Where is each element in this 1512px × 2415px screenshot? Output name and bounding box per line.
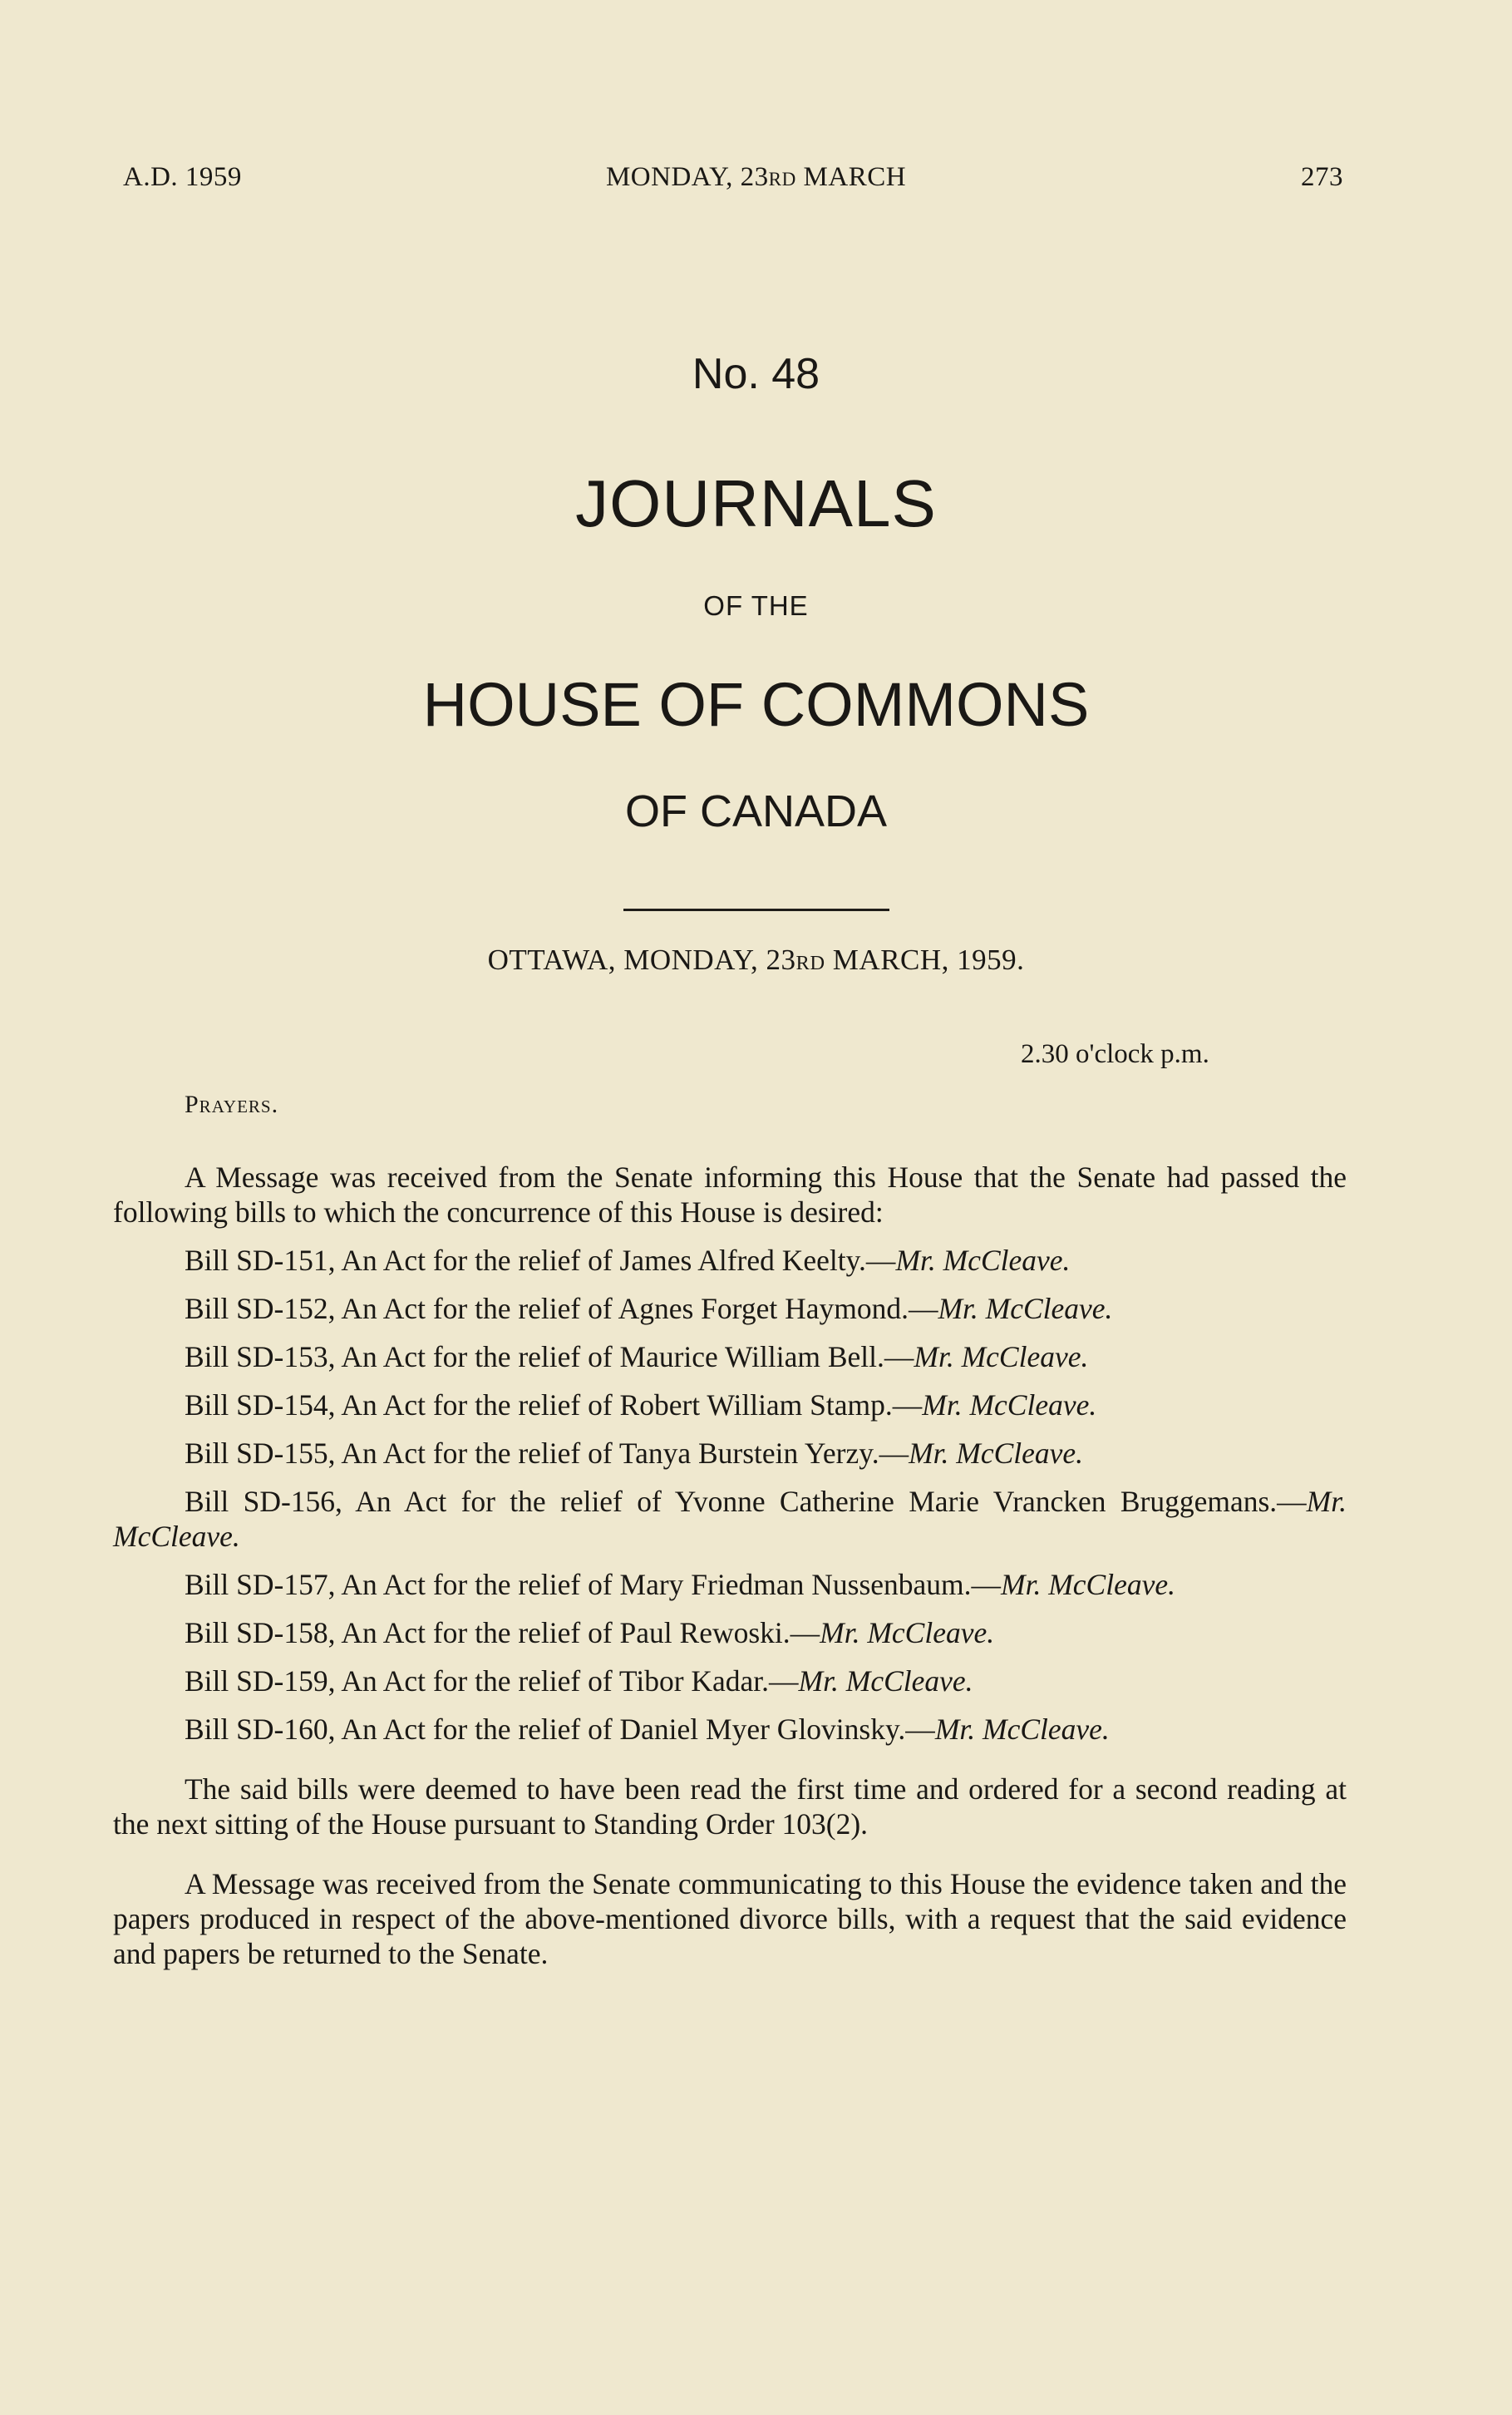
bill-item xyxy=(113,1339,1347,1374)
bill-list xyxy=(113,1243,1347,1747)
bill-mover: Mr. McCleave. xyxy=(895,1244,1071,1277)
bill-mover: Mr. McCleave. xyxy=(820,1616,995,1649)
title-canada: OF CANADA xyxy=(624,786,888,836)
bill-item xyxy=(113,1712,1347,1747)
bill-item xyxy=(113,1387,1347,1422)
journal-body xyxy=(113,1160,1347,1971)
header-year: A.D. 1959 xyxy=(123,162,242,192)
prayers-heading: Prayers. xyxy=(185,1091,279,1118)
page-number: 273 xyxy=(1301,162,1343,192)
bill-item xyxy=(113,1291,1347,1326)
bill-mover: Mr. McCleave. xyxy=(922,1388,1097,1422)
bill-text: Bill SD-157, An Act for the relief of Mary Friedman Nussenbaum.— xyxy=(185,1568,1002,1601)
bill-text: Bill SD-151, An Act for the relief of James Alfred Keelty.— xyxy=(185,1244,896,1277)
bill-text: Bill SD-154, An Act for the relief of Robert William Stamp.— xyxy=(185,1388,923,1422)
evidence-message-paragraph: A Message was received from the Senate communicating to this House the evidence taken and the papers produced in respect of the above-mentioned divorce bills, with a request that the said evidence and papers be returned to the Senate. xyxy=(113,1867,1347,1970)
bill-mover: Mr. McCleave. xyxy=(113,1485,1347,1553)
bill-item xyxy=(113,1243,1347,1278)
bill-item xyxy=(113,1567,1347,1602)
bill-text: Bill SD-158, An Act for the relief of Paul Rewoski.— xyxy=(185,1616,820,1649)
title-house: HOUSE OF COMMONS xyxy=(422,670,1090,739)
issue-number: No. 48 xyxy=(692,350,820,398)
deemed-read-paragraph: The said bills were deemed to have been read the first time and ordered for a second reading at the next sitting of the House pursuant to Standing Order 103(2). xyxy=(113,1772,1347,1841)
bill-mover: Mr. McCleave. xyxy=(934,1713,1110,1746)
bill-item xyxy=(113,1663,1347,1698)
bill-text: Bill SD-153, An Act for the relief of Maurice William Bell.— xyxy=(185,1340,914,1373)
bill-mover: Mr. McCleave. xyxy=(914,1340,1089,1373)
title-of-the: OF THE xyxy=(703,590,809,621)
page-title: JOURNALS xyxy=(575,466,937,540)
message-intro: A Message was received from the Senate informing this House that the Senate had passed the following bills to which the concurrence of this House is desired: xyxy=(113,1161,1347,1229)
header-date: MONDAY, 23RD MARCH xyxy=(605,162,907,192)
bill-text: Bill SD-159, An Act for the relief of Tibor Kadar.— xyxy=(185,1664,799,1698)
bill-mover: Mr. McCleave. xyxy=(938,1292,1113,1325)
bill-item xyxy=(113,1615,1347,1650)
dateline: OTTAWA, MONDAY, 23RD MARCH, 1959. xyxy=(487,944,1025,976)
bill-text: Bill SD-160, An Act for the relief of Daniel Myer Glovinsky.— xyxy=(185,1713,935,1746)
bill-text: Bill SD-155, An Act for the relief of Tanya Burstein Yerzy.— xyxy=(185,1437,909,1470)
sitting-time: 2.30 o'clock p.m. xyxy=(1021,1039,1209,1069)
bill-item xyxy=(113,1436,1347,1471)
bill-mover: Mr. McCleave. xyxy=(1001,1568,1175,1601)
bill-mover: Mr. McCleave. xyxy=(798,1664,973,1698)
bill-text: Bill SD-152, An Act for the relief of Agnes Forget Haymond.— xyxy=(185,1292,938,1325)
bill-mover: Mr. McCleave. xyxy=(909,1437,1084,1470)
title-rule xyxy=(623,909,889,911)
bill-text: Bill SD-156, An Act for the relief of Yvonne Catherine Marie Vrancken Bruggemans.— xyxy=(185,1485,1307,1518)
bill-item xyxy=(113,1484,1347,1554)
